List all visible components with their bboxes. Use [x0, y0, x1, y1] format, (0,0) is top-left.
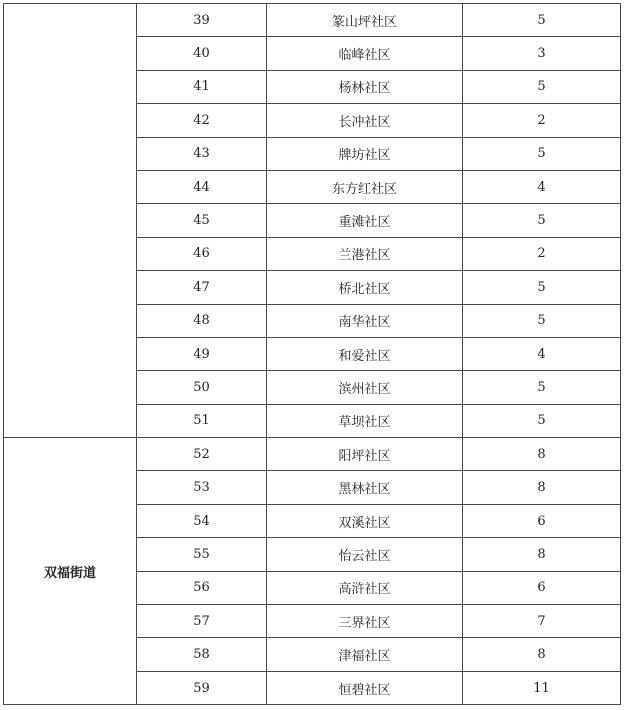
community-name-cell: 重滩社区	[267, 204, 463, 237]
count-cell: 5	[463, 4, 621, 37]
row-number-cell: 43	[137, 137, 267, 170]
count-cell: 8	[463, 471, 621, 504]
district-cell	[4, 4, 137, 438]
count-cell: 8	[463, 438, 621, 471]
row-number-cell: 46	[137, 237, 267, 270]
community-name-cell: 东方红社区	[267, 170, 463, 203]
district-cell: 双福街道	[4, 438, 137, 705]
community-name-cell: 滨州社区	[267, 371, 463, 404]
row-number-cell: 51	[137, 404, 267, 437]
count-cell: 7	[463, 605, 621, 638]
community-name-cell: 篆山坪社区	[267, 4, 463, 37]
community-name-cell: 南华社区	[267, 304, 463, 337]
row-number-cell: 42	[137, 104, 267, 137]
row-number-cell: 55	[137, 538, 267, 571]
count-cell: 5	[463, 137, 621, 170]
table-body	[4, 4, 621, 705]
row-number-cell: 40	[137, 37, 267, 70]
count-cell: 11	[463, 671, 621, 704]
row-number-cell: 45	[137, 204, 267, 237]
count-cell: 5	[463, 404, 621, 437]
count-cell: 4	[463, 337, 621, 370]
community-name-cell: 恒碧社区	[267, 671, 463, 704]
community-name-cell: 临峰社区	[267, 37, 463, 70]
row-number-cell: 41	[137, 70, 267, 103]
count-cell: 4	[463, 170, 621, 203]
count-cell: 5	[463, 204, 621, 237]
community-name-cell: 双溪社区	[267, 504, 463, 537]
row-number-cell: 39	[137, 4, 267, 37]
row-number-cell: 44	[137, 170, 267, 203]
count-cell: 6	[463, 504, 621, 537]
row-number-cell: 54	[137, 504, 267, 537]
row-number-cell: 58	[137, 638, 267, 671]
count-cell: 5	[463, 70, 621, 103]
community-name-cell: 兰港社区	[267, 237, 463, 270]
count-cell: 8	[463, 538, 621, 571]
community-name-cell: 黑林社区	[267, 471, 463, 504]
count-cell: 5	[463, 371, 621, 404]
row-number-cell: 48	[137, 304, 267, 337]
count-cell: 6	[463, 571, 621, 604]
table-row	[4, 4, 621, 37]
count-cell: 3	[463, 37, 621, 70]
row-number-cell: 56	[137, 571, 267, 604]
community-name-cell: 怡云社区	[267, 538, 463, 571]
row-number-cell: 52	[137, 438, 267, 471]
row-number-cell: 47	[137, 271, 267, 304]
row-number-cell: 57	[137, 605, 267, 638]
community-name-cell: 阳坪社区	[267, 438, 463, 471]
table-row	[4, 438, 621, 471]
count-cell: 2	[463, 104, 621, 137]
count-cell: 2	[463, 237, 621, 270]
count-cell: 5	[463, 271, 621, 304]
community-name-cell: 三界社区	[267, 605, 463, 638]
community-name-cell: 牌坊社区	[267, 137, 463, 170]
community-name-cell: 桥北社区	[267, 271, 463, 304]
row-number-cell: 50	[137, 371, 267, 404]
count-cell: 5	[463, 304, 621, 337]
community-name-cell: 杨林社区	[267, 70, 463, 103]
community-name-cell: 长冲社区	[267, 104, 463, 137]
community-name-cell: 津福社区	[267, 638, 463, 671]
row-number-cell: 59	[137, 671, 267, 704]
row-number-cell: 49	[137, 337, 267, 370]
count-cell: 8	[463, 638, 621, 671]
community-name-cell: 草坝社区	[267, 404, 463, 437]
row-number-cell: 53	[137, 471, 267, 504]
community-name-cell: 和爱社区	[267, 337, 463, 370]
community-name-cell: 高浒社区	[267, 571, 463, 604]
community-table	[3, 3, 621, 705]
